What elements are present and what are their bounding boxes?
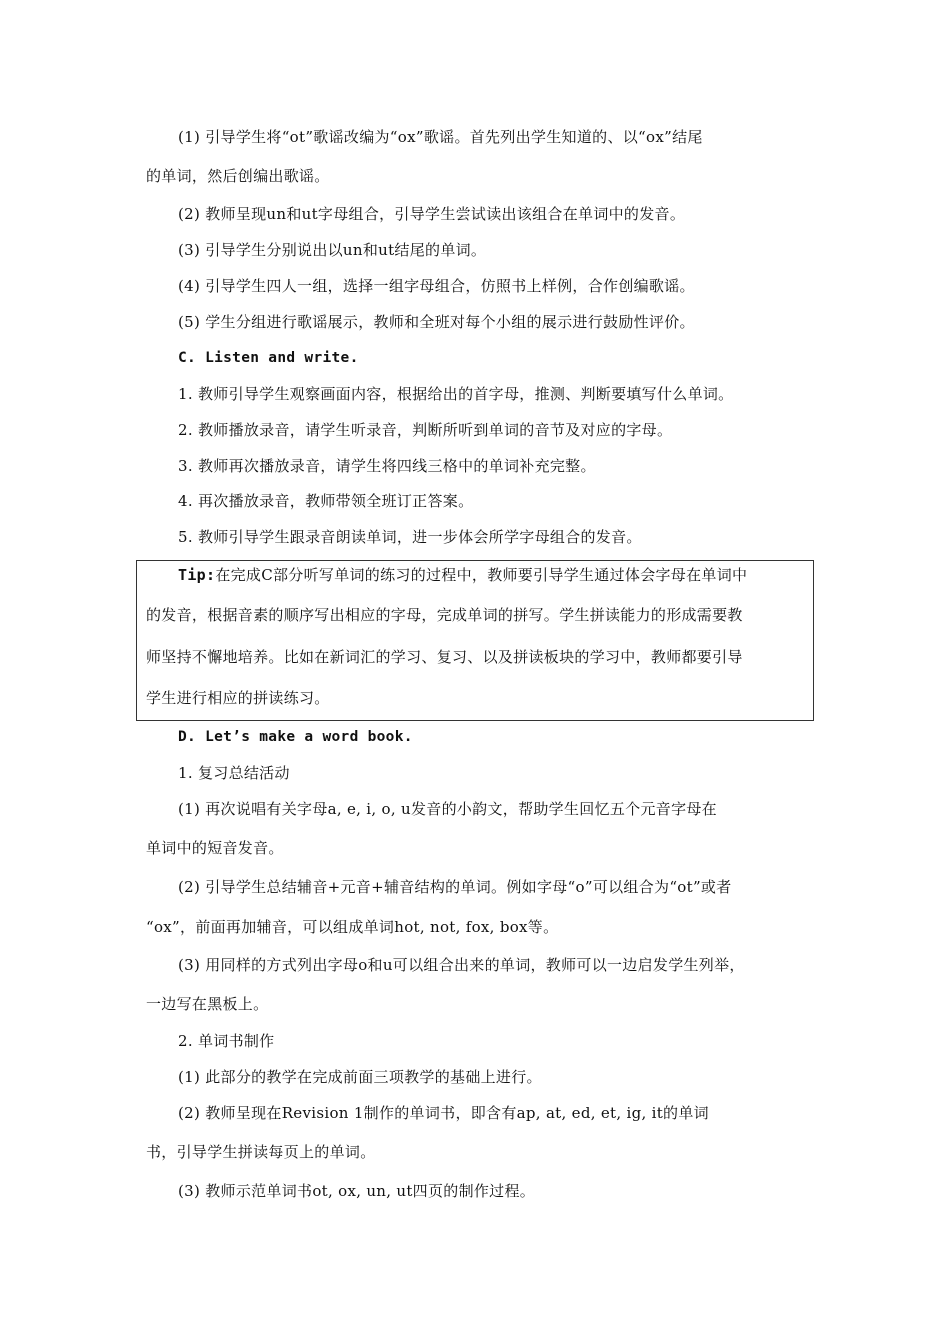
paragraph-line: (3) 教师示范单词书ot, ox, un, ut四页的制作过程。 [178, 1182, 536, 1200]
paragraph-line: 一边写在黑板上。 [146, 995, 269, 1013]
paragraph-line: 单词中的短音发音。 [146, 839, 284, 857]
paragraph-line: (3) 引导学生分别说出以un和ut结尾的单词。 [178, 241, 487, 259]
paragraph-line: (5) 学生分组进行歌谣展示，教师和全班对每个小组的展示进行鼓励性评价。 [178, 313, 695, 331]
tip-label: Tip: [178, 566, 216, 584]
paragraph-line: “ox”，前面再加辅音，可以组成单词hot, not, fox, box等。 [146, 918, 559, 936]
paragraph-line: (1) 引导学生将“ot”歌谣改编为“ox”歌谣。首先列出学生知道的、以“ox”结尾 [178, 128, 703, 146]
section-heading-d: D. Let’s make a word book. [178, 729, 413, 745]
subsection-title: 2. 单词书制作 [178, 1032, 275, 1050]
paragraph-line: 的单词，然后创编出歌谣。 [146, 167, 330, 185]
paragraph-line: (3) 用同样的方式列出字母o和u可以组合出来的单词，教师可以一边启发学生列举， [178, 956, 745, 974]
list-item: 3. 教师再次播放录音，请学生将四线三格中的单词补充完整。 [178, 457, 596, 475]
paragraph-line: (2) 引导学生总结辅音+元音+辅音结构的单词。例如字母“o”可以组合为“ot”或者 [178, 878, 732, 896]
paragraph-line: (2) 教师呈现在Revision 1制作的单词书，即含有ap, at, ed, et, ig, it的单词 [178, 1104, 709, 1122]
section-heading-c: C. Listen and write. [178, 350, 359, 366]
list-item: 5. 教师引导学生跟录音朗读单词，进一步体会所学字母组合的发音。 [178, 528, 642, 546]
subsection-title: 1. 复习总结活动 [178, 764, 290, 782]
tip-line [178, 565, 747, 585]
paragraph-line: (4) 引导学生四人一组，选择一组字母组合，仿照书上样例，合作创编歌谣。 [178, 277, 695, 295]
list-item: 4. 再次播放录音，教师带领全班订正答案。 [178, 492, 474, 510]
paragraph-line: (2) 教师呈现un和ut字母组合，引导学生尝试读出该组合在单词中的发音。 [178, 205, 686, 223]
list-item: 2. 教师播放录音，请学生听录音，判断所听到单词的音节及对应的字母。 [178, 421, 673, 439]
tip-text: 在完成C部分听写单词的练习的过程中，教师要引导学生通过体会字母在单词中 [215, 566, 748, 584]
paragraph-line: (1) 此部分的教学在完成前面三项教学的基础上进行。 [178, 1068, 542, 1086]
tip-line: 师坚持不懈地培养。比如在新词汇的学习、复习、以及拼读板块的学习中，教师都要引导 [146, 648, 743, 666]
tip-line: 的发音，根据音素的顺序写出相应的字母，完成单词的拼写。学生拼读能力的形成需要教 [146, 606, 743, 624]
tip-line: 学生进行相应的拼读练习。 [146, 689, 330, 707]
paragraph-line: 书，引导学生拼读每页上的单词。 [146, 1143, 376, 1161]
list-item: 1. 教师引导学生观察画面内容，根据给出的首字母，推测、判断要填写什么单词。 [178, 385, 734, 403]
paragraph-line: (1) 再次说唱有关字母a, e, i, o, u发音的小韵文，帮助学生回忆五个元音字母在 [178, 800, 717, 818]
